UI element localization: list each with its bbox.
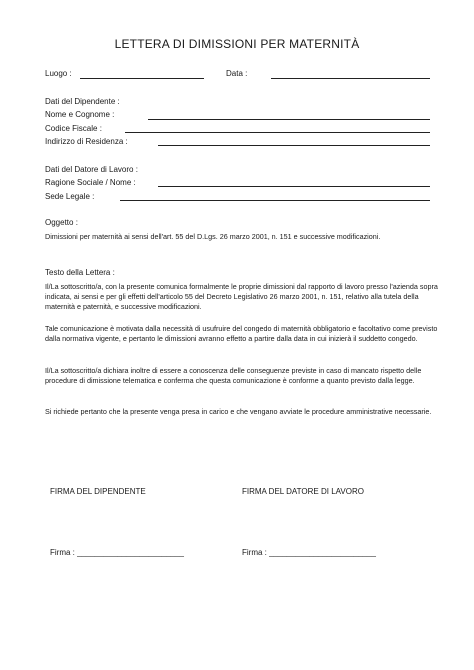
employer-signature-heading: FIRMA DEL DATORE DI LAVORO bbox=[242, 487, 364, 496]
date-label: Data : bbox=[226, 69, 248, 78]
address-line[interactable] bbox=[158, 145, 430, 146]
letter-paragraph-3: Il/La sottoscritto/a dichiara inoltre di essere a conoscenza delle conseguenze previste in caso di mancato rispetto delle procedure di dimissione telematica e conferma che questa comunicazione è conforme a quanto previsto dalla legge. bbox=[45, 366, 422, 385]
letter-body-label: Testo della Lettera : bbox=[45, 268, 115, 277]
employer-signature-field[interactable]: Firma : ________________________ bbox=[242, 548, 376, 557]
employee-name-label: Nome e Cognome : bbox=[45, 110, 115, 119]
place-field-line[interactable] bbox=[80, 78, 204, 79]
place-label: Luogo : bbox=[45, 69, 72, 78]
employee-signature-heading: FIRMA DEL DIPENDENTE bbox=[50, 487, 146, 496]
employer-section-label: Dati del Datore di Lavoro : bbox=[45, 165, 138, 174]
address-label: Indirizzo di Residenza : bbox=[45, 137, 128, 146]
subject-text: Dimissioni per maternità ai sensi dell'art. 55 del D.Lgs. 26 marzo 2001, n. 151 e successive modificazioni. bbox=[45, 232, 381, 241]
tax-code-label: Codice Fiscale : bbox=[45, 124, 102, 133]
document-title: LETTERA DI DIMISSIONI PER MATERNITÀ bbox=[114, 37, 360, 51]
employee-name-line[interactable] bbox=[148, 119, 430, 120]
legal-office-line[interactable] bbox=[120, 200, 430, 201]
company-name-label: Ragione Sociale / Nome : bbox=[45, 178, 136, 187]
letter-paragraph-2: Tale comunicazione è motivata dalla necessità di usufruire del congedo di maternità obbligatorio e facoltativo come previsto dalla normativa vigente, e pertanto le dimissioni avranno effetto a partire dalla data in cui inizierà il suddetto congedo. bbox=[45, 324, 438, 343]
letter-paragraph-1: Il/La sottoscritto/a, con la presente comunica formalmente le proprie dimissioni dal rapporto di lavoro presso l'azienda sopra indicata, ai sensi e per gli effetti dell'articolo 55 del Decreto Legislativo 26 marzo 2001, n. 151, relativo alla tutela della maternità e paternità, e successive modificazioni. bbox=[45, 282, 438, 311]
tax-code-line[interactable] bbox=[125, 132, 430, 133]
letter-paragraph-4: Si richiede pertanto che la presente venga presa in carico e che vengano avviate le procedure amministrative necessarie. bbox=[45, 407, 432, 416]
employee-section-label: Dati del Dipendente : bbox=[45, 97, 120, 106]
legal-office-label: Sede Legale : bbox=[45, 192, 95, 201]
employee-signature-field[interactable]: Firma : ________________________ bbox=[50, 548, 184, 557]
company-name-line[interactable] bbox=[158, 186, 430, 187]
subject-label: Oggetto : bbox=[45, 218, 78, 227]
date-field-line[interactable] bbox=[271, 78, 430, 79]
